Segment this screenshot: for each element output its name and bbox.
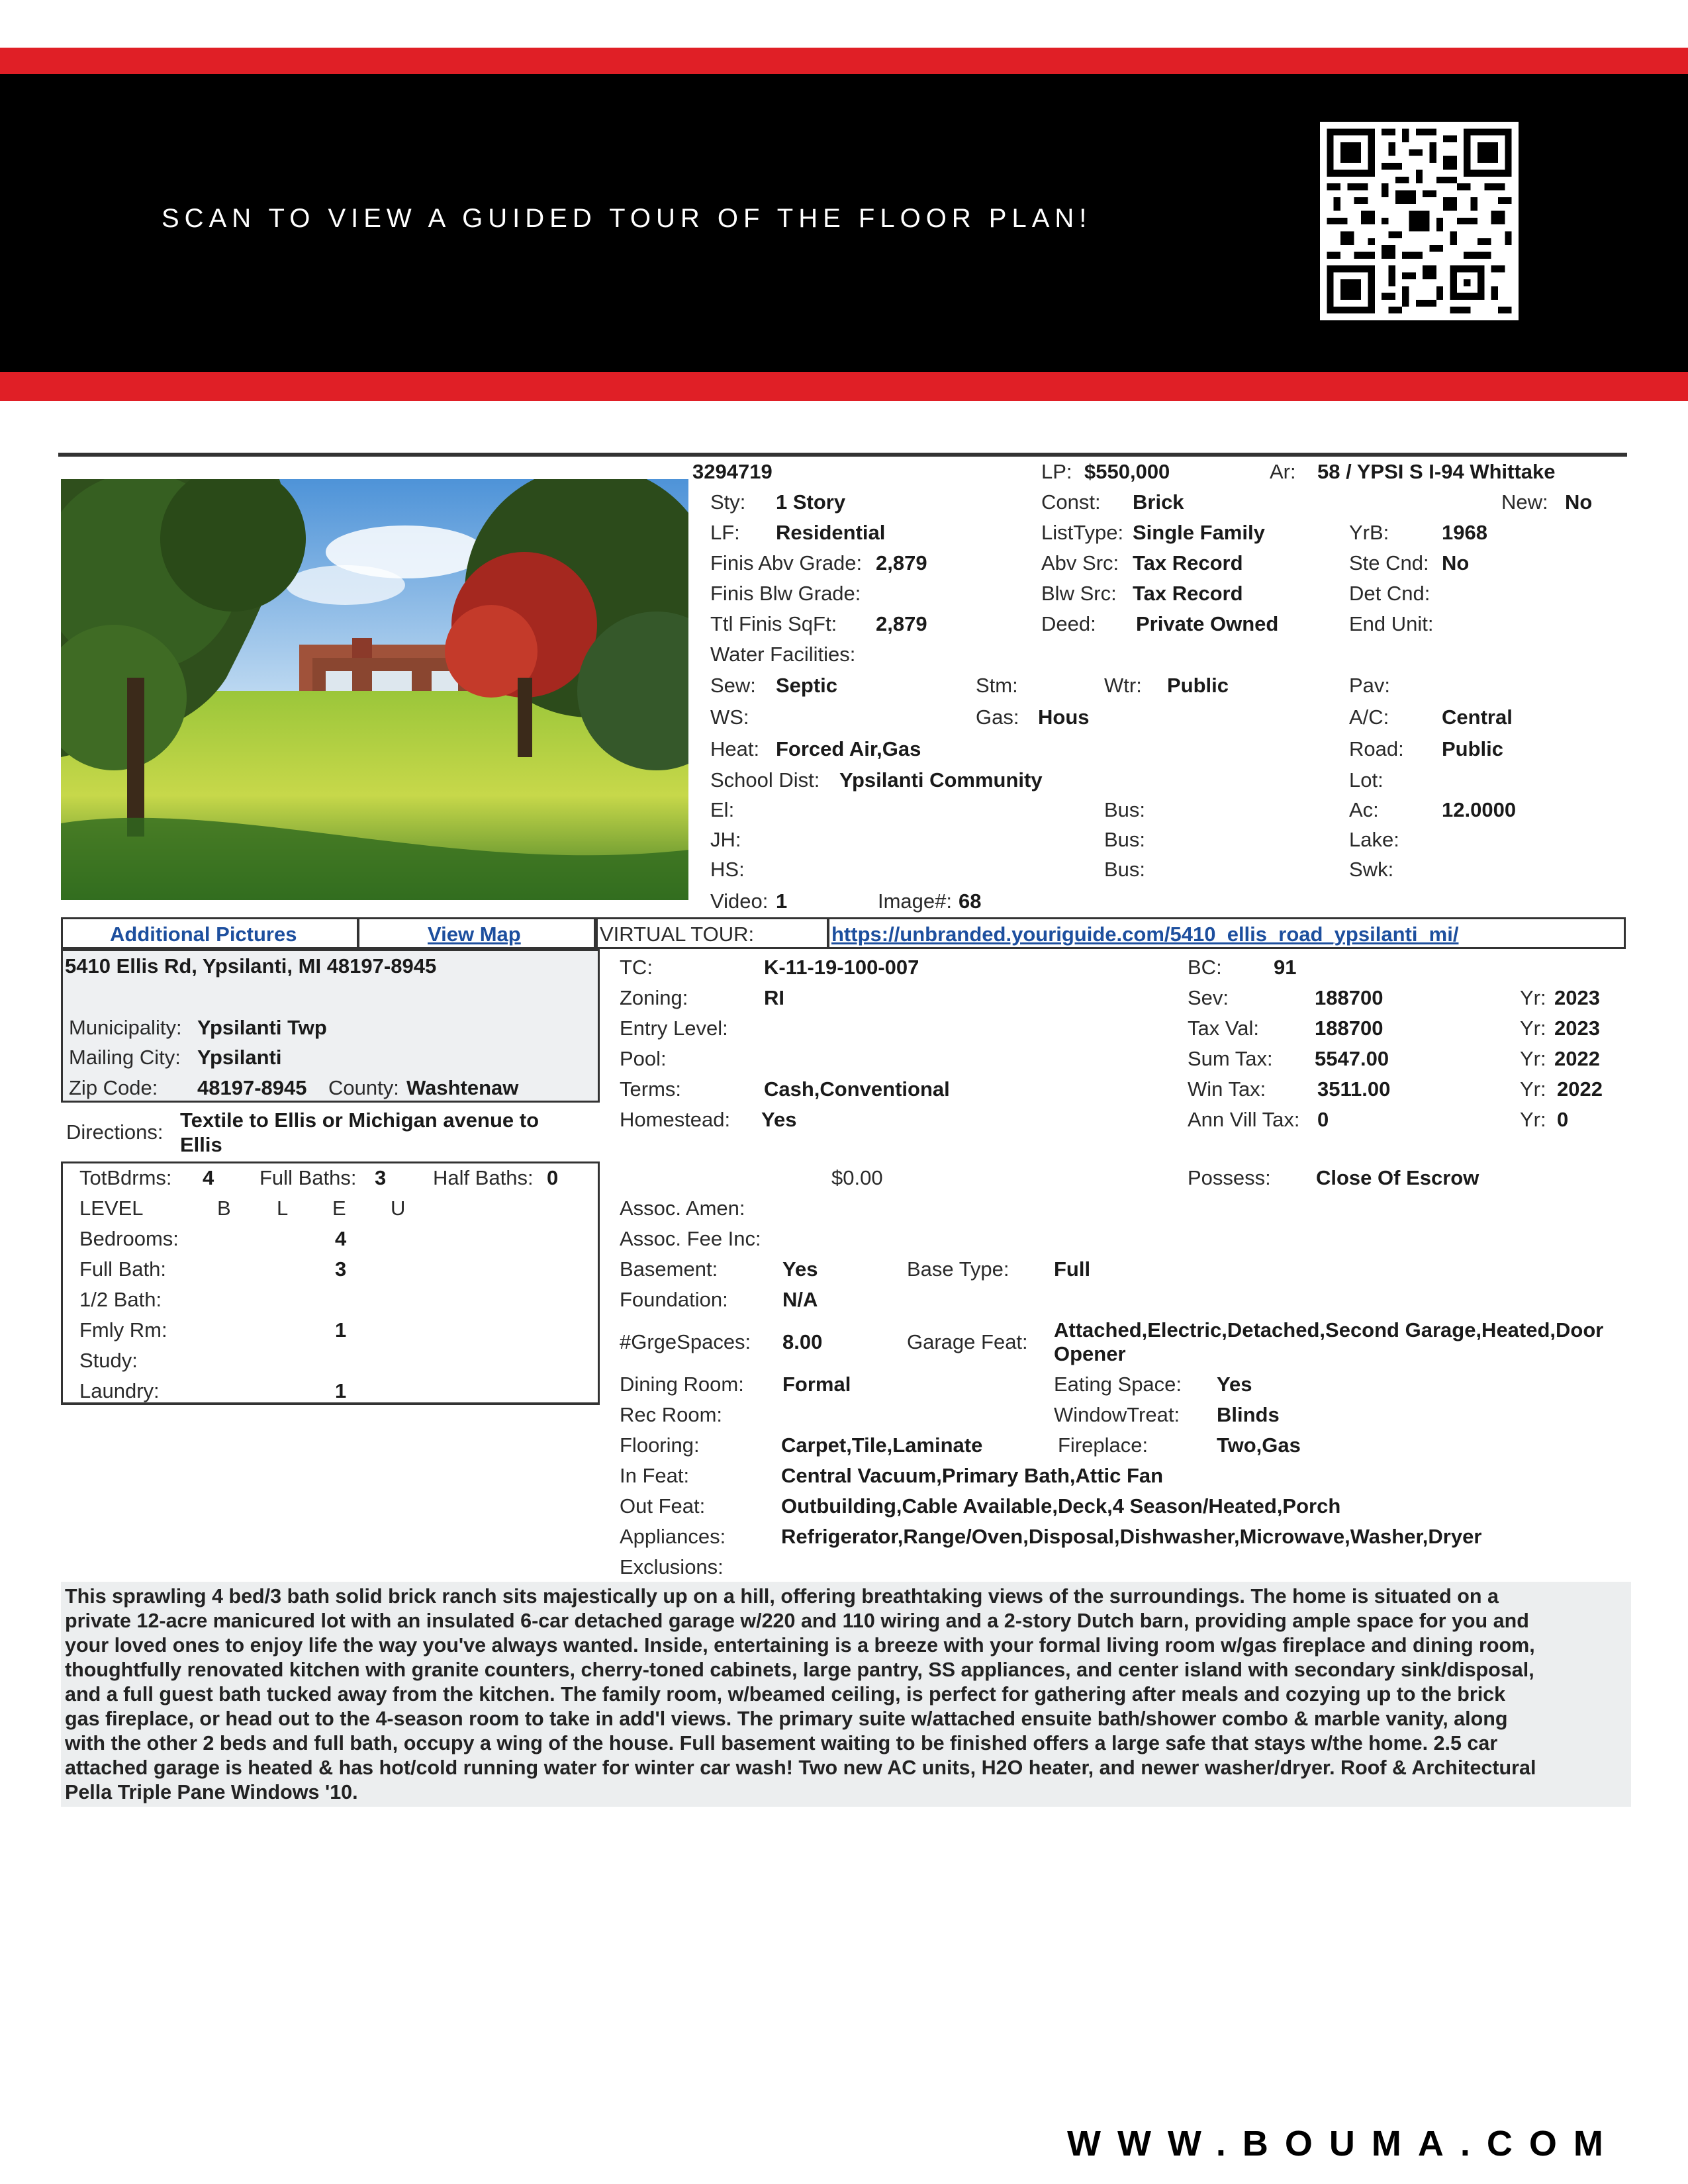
annvill-label: Ann Vill Tax: bbox=[1188, 1108, 1300, 1131]
possess-value: Close Of Escrow bbox=[1316, 1166, 1479, 1189]
fmlyrm-e: 1 bbox=[335, 1318, 347, 1342]
outfeat-label: Out Feat: bbox=[620, 1494, 706, 1518]
entry-label: Entry Level: bbox=[620, 1017, 728, 1040]
yrb-label: YrB: bbox=[1349, 521, 1389, 544]
sumtax-yr: 2022 bbox=[1554, 1047, 1600, 1070]
appliances-label: Appliances: bbox=[620, 1525, 726, 1548]
zip-value: 48197-8945 bbox=[197, 1076, 307, 1099]
basetype-label: Base Type: bbox=[907, 1257, 1009, 1281]
fee-value: $0.00 bbox=[831, 1166, 883, 1189]
remarks-line: with the other 2 beds and full bath, occupy a wing of the house. Full basement waiting to be finished offers a large safe that stays w/the home. 2.5 car bbox=[65, 1732, 1498, 1754]
image-value: 68 bbox=[959, 889, 982, 913]
finblw-label: Finis Blw Grade: bbox=[710, 582, 861, 605]
remarks-line: Pella Triple Pane Windows '10. bbox=[65, 1781, 358, 1803]
fullbaths-value: 3 bbox=[375, 1166, 387, 1189]
virtual-tour-label: VIRTUAL TOUR: bbox=[600, 923, 755, 946]
lp-label: LP: bbox=[1041, 460, 1072, 483]
assoc-fee-label: Assoc. Fee Inc: bbox=[620, 1227, 761, 1250]
stm-label: Stm: bbox=[976, 674, 1018, 697]
deed-value: Private Owned bbox=[1136, 612, 1279, 635]
finabv-label: Finis Abv Grade: bbox=[710, 551, 863, 574]
lf-value: Residential bbox=[776, 521, 886, 544]
appliances-value: Refrigerator,Range/Oven,Disposal,Dishwasher,Microwave,Washer,Dryer bbox=[781, 1525, 1482, 1548]
wtr-value: Public bbox=[1167, 674, 1229, 697]
lot-label: Lot: bbox=[1349, 768, 1383, 792]
header-bottom-stripe bbox=[0, 372, 1688, 401]
homestead-label: Homestead: bbox=[620, 1108, 731, 1131]
video-value: 1 bbox=[776, 889, 788, 913]
garagefeat-line-1: Attached,Electric,Detached,Second Garage,Heated,Door bbox=[1054, 1318, 1604, 1342]
top-rule bbox=[58, 453, 1627, 457]
municipality-label: Municipality: bbox=[69, 1016, 182, 1039]
finabv-value: 2,879 bbox=[876, 551, 927, 574]
window-value: Blinds bbox=[1217, 1403, 1280, 1426]
fullbath-e: 3 bbox=[335, 1257, 347, 1281]
remarks-line: thoughtfully renovated kitchen with granite counters, cherry-toned cabinets, large pantry, SS appliances, and center island with secondary sink/disposal, bbox=[65, 1659, 1534, 1681]
jh-label: JH: bbox=[710, 828, 741, 851]
hs-label: HS: bbox=[710, 858, 745, 881]
area: 58 / YPSI S I-94 Whittake bbox=[1317, 460, 1556, 483]
sew-label: Sew: bbox=[710, 674, 756, 697]
abvsrc-label: Abv Src: bbox=[1041, 551, 1119, 574]
banner-text: SCAN TO VIEW A GUIDED TOUR OF THE FLOOR PLAN! bbox=[162, 204, 1092, 233]
totbdrms-value: 4 bbox=[203, 1166, 214, 1189]
sumtax-yr-label: Yr: bbox=[1520, 1047, 1546, 1070]
annvill-yr-label: Yr: bbox=[1520, 1108, 1546, 1131]
foundation-label: Foundation: bbox=[620, 1288, 728, 1311]
bus1-label: Bus: bbox=[1104, 798, 1146, 821]
video-label: Video: bbox=[710, 889, 769, 913]
zoning-label: Zoning: bbox=[620, 986, 688, 1009]
bus2-label: Bus: bbox=[1104, 828, 1146, 851]
basement-label: Basement: bbox=[620, 1257, 718, 1281]
taxval-value: 188700 bbox=[1315, 1017, 1383, 1040]
abvsrc-value: Tax Record bbox=[1133, 551, 1243, 574]
fireplace-label: Fireplace: bbox=[1058, 1433, 1149, 1457]
fireplace-value: Two,Gas bbox=[1217, 1433, 1301, 1457]
halfbaths-label: Half Baths: bbox=[433, 1166, 534, 1189]
new-label: New: bbox=[1501, 490, 1548, 514]
infeat-value: Central Vacuum,Primary Bath,Attic Fan bbox=[781, 1464, 1164, 1487]
laundry-e: 1 bbox=[335, 1379, 347, 1402]
heat-value: Forced Air,Gas bbox=[776, 737, 921, 760]
terms-label: Terms: bbox=[620, 1077, 681, 1101]
flooring-value: Carpet,Tile,Laminate bbox=[781, 1433, 983, 1457]
remarks-line: gas fireplace, or head out to the 4-season room to take in add'l views. The primary suite w/attached ensuite bath/shower combo & marble vanity, along bbox=[65, 1707, 1508, 1730]
terms-value: Cash,Conventional bbox=[764, 1077, 950, 1101]
header-top-stripe bbox=[0, 48, 1688, 74]
mls-number: 3294719 bbox=[692, 460, 773, 483]
road-value: Public bbox=[1442, 737, 1504, 760]
bedrooms-e: 4 bbox=[335, 1227, 347, 1250]
pool-label: Pool: bbox=[620, 1047, 667, 1070]
remarks-line: your loved ones to enjoy life the way you've always wanted. Inside, entertaining is a breeze with your formal living room w/gas fireplace and dining room, bbox=[65, 1634, 1535, 1657]
taxval-yr-label: Yr: bbox=[1520, 1017, 1546, 1040]
wintax-label: Win Tax: bbox=[1188, 1077, 1266, 1101]
bc-value: 91 bbox=[1274, 956, 1297, 979]
school-label: School Dist: bbox=[710, 768, 820, 792]
ws-label: WS: bbox=[710, 705, 749, 729]
stecnd-value: No bbox=[1442, 551, 1470, 574]
ac-value: Central bbox=[1442, 705, 1513, 729]
fmlyrm-label: Fmly Rm: bbox=[79, 1318, 167, 1342]
water-label: Water Facilities: bbox=[710, 643, 856, 666]
garagefeat-line-2: Opener bbox=[1054, 1342, 1126, 1365]
remarks-line: and a full guest bath tucked away from the kitchen. The family room, w/beamed ceiling, is perfect for gathering after meals and cozying up to the brick bbox=[65, 1683, 1506, 1706]
level-b: B bbox=[217, 1197, 231, 1220]
virtual-tour-link[interactable]: https://unbranded.youriguide.com/5410_ellis_road_ypsilanti_mi/ bbox=[831, 923, 1459, 946]
halfbath-label: 1/2 Bath: bbox=[79, 1288, 162, 1311]
heat-label: Heat: bbox=[710, 737, 760, 760]
wtr-label: Wtr: bbox=[1104, 674, 1142, 697]
remarks-line: private 12-acre manicured lot with an insulated 6-car detached garage w/220 and 110 wiring and a 2-story Dutch barn, providing ample space for you and bbox=[65, 1610, 1529, 1632]
ttl-label: Ttl Finis SqFt: bbox=[710, 612, 837, 635]
exclusions-label: Exclusions: bbox=[620, 1555, 724, 1578]
possess-label: Possess: bbox=[1188, 1166, 1271, 1189]
bedrooms-label: Bedrooms: bbox=[79, 1227, 179, 1250]
view-map-link[interactable]: View Map bbox=[428, 923, 521, 946]
rec-label: Rec Room: bbox=[620, 1403, 723, 1426]
wintax-yr: 2022 bbox=[1557, 1077, 1603, 1101]
window-label: WindowTreat: bbox=[1054, 1403, 1180, 1426]
sty-label: Sty: bbox=[710, 490, 746, 514]
dining-value: Formal bbox=[782, 1373, 851, 1396]
county-label: County: bbox=[328, 1076, 399, 1099]
laundry-label: Laundry: bbox=[79, 1379, 160, 1402]
infeat-label: In Feat: bbox=[620, 1464, 690, 1487]
gas-value: Hous bbox=[1038, 705, 1090, 729]
sev-yr-label: Yr: bbox=[1520, 986, 1546, 1009]
zoning-value: RI bbox=[764, 986, 784, 1009]
basetype-value: Full bbox=[1054, 1257, 1091, 1281]
study-label: Study: bbox=[79, 1349, 138, 1372]
fullbaths-label: Full Baths: bbox=[259, 1166, 357, 1189]
sumtax-label: Sum Tax: bbox=[1188, 1047, 1273, 1070]
tc-label: TC: bbox=[620, 956, 653, 979]
bus3-label: Bus: bbox=[1104, 858, 1146, 881]
basement-value: Yes bbox=[782, 1257, 818, 1281]
ar-label: Ar: bbox=[1270, 460, 1296, 483]
remarks-line: This sprawling 4 bed/3 bath solid brick ranch sits majestically up on a hill, offering breathtaking views of the surroundings. The home is situated on a bbox=[65, 1585, 1499, 1608]
road-label: Road: bbox=[1349, 737, 1404, 760]
level-e: E bbox=[332, 1197, 346, 1220]
detcnd-label: Det Cnd: bbox=[1349, 582, 1430, 605]
directions-line-1: Textile to Ellis or Michigan avenue to bbox=[180, 1109, 539, 1132]
totbdrms-label: TotBdrms: bbox=[79, 1166, 172, 1189]
qr-code-icon[interactable] bbox=[1320, 122, 1519, 320]
const-label: Const: bbox=[1041, 490, 1101, 514]
sev-label: Sev: bbox=[1188, 986, 1229, 1009]
sew-value: Septic bbox=[776, 674, 838, 697]
taxval-yr: 2023 bbox=[1554, 1017, 1600, 1040]
endunit-label: End Unit: bbox=[1349, 612, 1434, 635]
const-value: Brick bbox=[1133, 490, 1184, 514]
swk-label: Swk: bbox=[1349, 858, 1394, 881]
eating-value: Yes bbox=[1217, 1373, 1252, 1396]
tc-value: K-11-19-100-007 bbox=[764, 956, 919, 979]
listtype-value: Single Family bbox=[1133, 521, 1265, 544]
assoc-amen-label: Assoc. Amen: bbox=[620, 1197, 745, 1220]
halfbaths-value: 0 bbox=[547, 1166, 559, 1189]
county-value: Washtenaw bbox=[406, 1076, 519, 1099]
wintax-value: 3511.00 bbox=[1317, 1077, 1391, 1101]
grge-label: #GrgeSpaces: bbox=[620, 1330, 751, 1353]
gas-label: Gas: bbox=[976, 705, 1019, 729]
blwsrc-label: Blw Src: bbox=[1041, 582, 1117, 605]
annvill-value: 0 bbox=[1317, 1108, 1329, 1131]
remarks-block bbox=[61, 1582, 1631, 1807]
listtype-label: ListType: bbox=[1041, 521, 1124, 544]
mailing-label: Mailing City: bbox=[69, 1046, 181, 1069]
acres-value: 12.0000 bbox=[1442, 798, 1517, 821]
remarks-line: attached garage is heated & has hot/cold running water for winter car wash! Two new AC units, H2O heater, and newer washer/dryer. Roof & Architectural bbox=[65, 1756, 1536, 1779]
list-price: $550,000 bbox=[1084, 460, 1170, 483]
municipality-value: Ypsilanti Twp bbox=[197, 1016, 327, 1039]
annvill-yr: 0 bbox=[1557, 1108, 1569, 1131]
flooring-label: Flooring: bbox=[620, 1433, 700, 1457]
blwsrc-value: Tax Record bbox=[1133, 582, 1243, 605]
zip-label: Zip Code: bbox=[69, 1076, 158, 1099]
foundation-value: N/A bbox=[782, 1288, 818, 1311]
lake-label: Lake: bbox=[1349, 828, 1399, 851]
level-label: LEVEL bbox=[79, 1197, 144, 1220]
property-photo[interactable] bbox=[61, 479, 688, 900]
fullbath-label: Full Bath: bbox=[79, 1257, 166, 1281]
deed-label: Deed: bbox=[1041, 612, 1096, 635]
sev-value: 188700 bbox=[1315, 986, 1383, 1009]
grge-value: 8.00 bbox=[782, 1330, 823, 1353]
new-value: No bbox=[1565, 490, 1593, 514]
directions-line-2: Ellis bbox=[180, 1133, 222, 1156]
stecnd-label: Ste Cnd: bbox=[1349, 551, 1429, 574]
homestead-value: Yes bbox=[761, 1108, 797, 1131]
full-address: 5410 Ellis Rd, Ypsilanti, MI 48197-8945 bbox=[65, 954, 437, 978]
acres-label: Ac: bbox=[1349, 798, 1379, 821]
additional-pictures-link[interactable]: Additional Pictures bbox=[110, 923, 297, 946]
dining-label: Dining Room: bbox=[620, 1373, 744, 1396]
lf-label: LF: bbox=[710, 521, 740, 544]
outfeat-value: Outbuilding,Cable Available,Deck,4 Season/Heated,Porch bbox=[781, 1494, 1341, 1518]
image-label: Image#: bbox=[878, 889, 953, 913]
ttl-value: 2,879 bbox=[876, 612, 927, 635]
wintax-yr-label: Yr: bbox=[1520, 1077, 1546, 1101]
ac-label: A/C: bbox=[1349, 705, 1389, 729]
taxval-label: Tax Val: bbox=[1188, 1017, 1259, 1040]
sumtax-value: 5547.00 bbox=[1315, 1047, 1389, 1070]
sev-yr: 2023 bbox=[1554, 986, 1600, 1009]
eating-label: Eating Space: bbox=[1054, 1373, 1182, 1396]
yrb-value: 1968 bbox=[1442, 521, 1487, 544]
pav-label: Pav: bbox=[1349, 674, 1391, 697]
mailing-value: Ypsilanti bbox=[197, 1046, 282, 1069]
el-label: El: bbox=[710, 798, 735, 821]
school-value: Ypsilanti Community bbox=[839, 768, 1043, 792]
sty-value: 1 Story bbox=[776, 490, 846, 514]
bc-label: BC: bbox=[1188, 956, 1222, 979]
level-l: L bbox=[277, 1197, 289, 1220]
directions-label: Directions: bbox=[66, 1120, 164, 1144]
website-url[interactable]: WWW.BOUMA.COM bbox=[1067, 2124, 1620, 2163]
level-u: U bbox=[391, 1197, 406, 1220]
garagefeat-label: Garage Feat: bbox=[907, 1330, 1028, 1353]
